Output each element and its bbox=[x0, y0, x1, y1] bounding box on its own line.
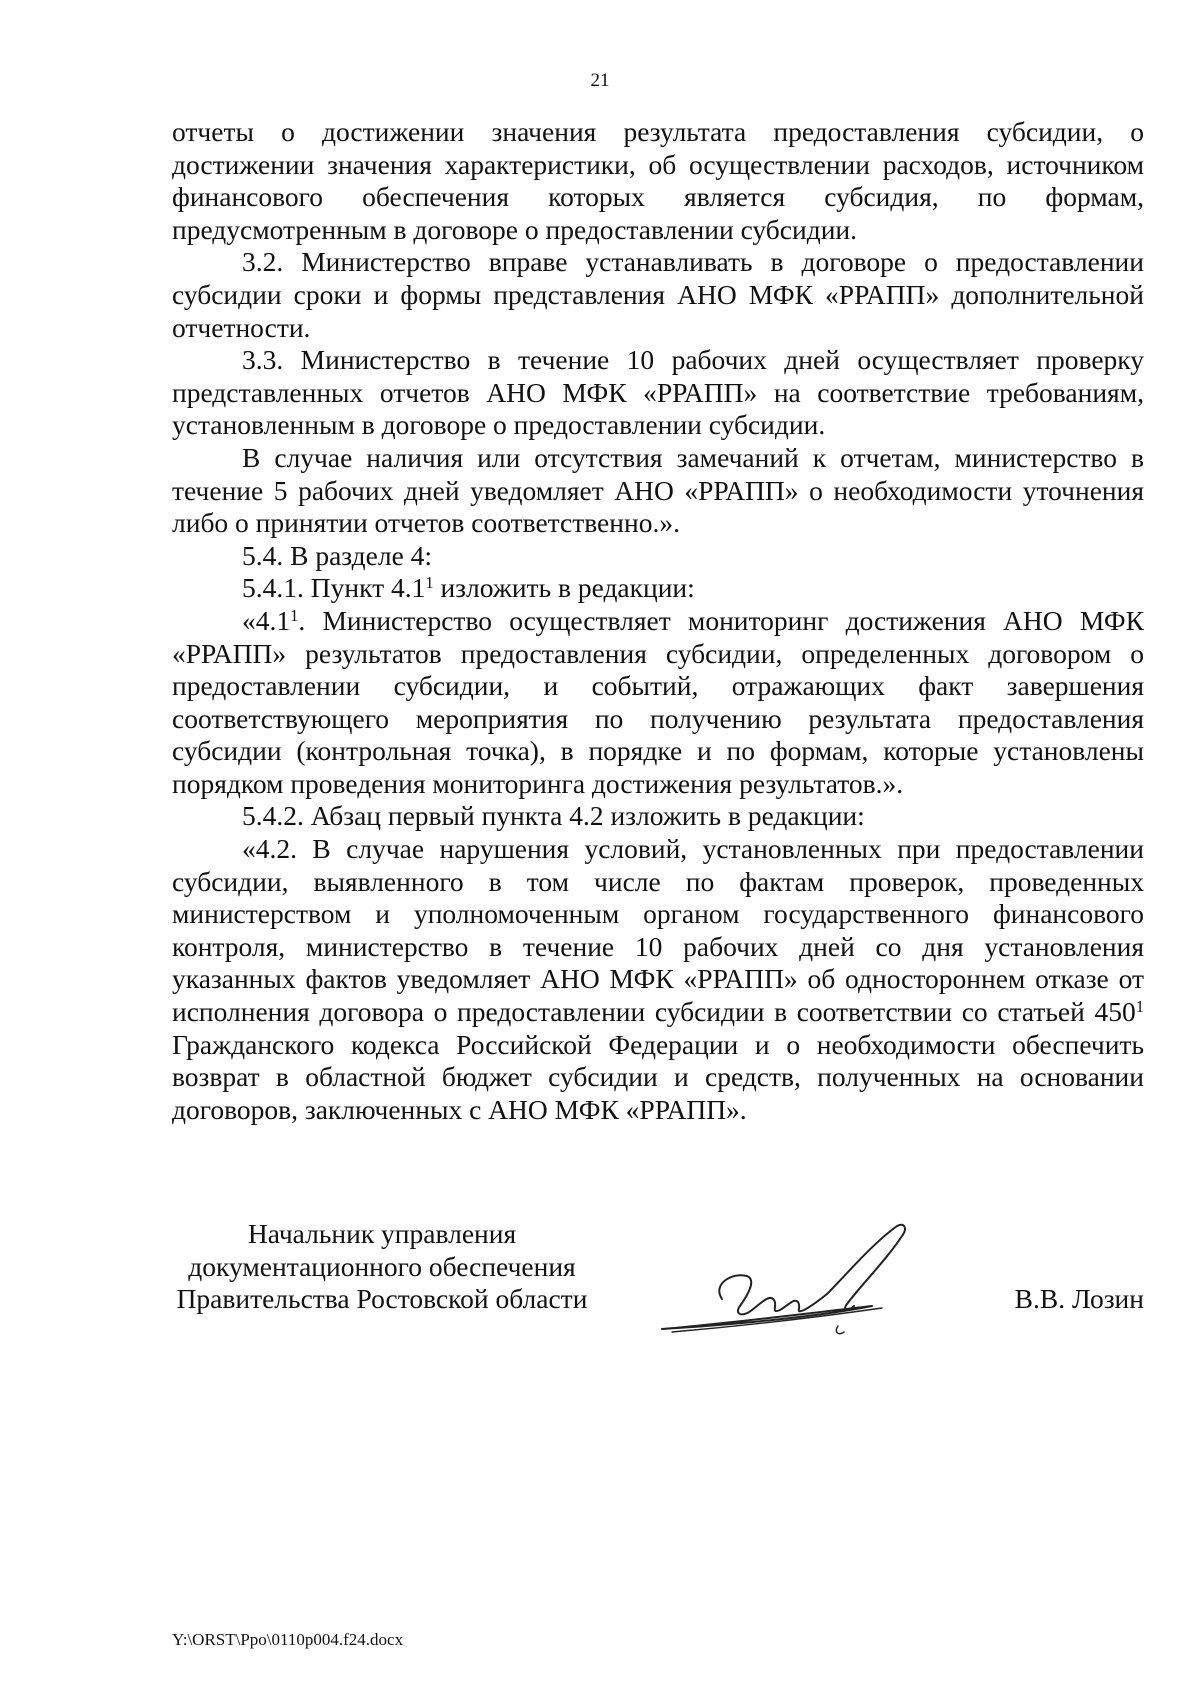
paragraph-text: Гражданского кодекса Российской Федерации и о необходимости обеспечить возврат в областной бюджет субсидии и средств, полученных на основании договоров, заключенных с АНО МФК «РРАПП». bbox=[172, 1028, 1144, 1125]
paragraph-4-2 bbox=[172, 833, 1144, 1126]
paragraph-text: «4.2. В случае нарушения условий, установленных при предоставлении субсидии, выявленного в том числе по фактам проверок, проведенных министерством и уполномоченным органом государственного финансового контроля, министерство в течение 10 рабочих дней со дня установления указанных фактов уведомляет АНО МФК «РРАПП» об одностороннем отказе от исполнения договора о предоставлении субсидии в соответствии со статьей 450 bbox=[172, 833, 1144, 1028]
paragraph-5-4-1 bbox=[172, 572, 1144, 605]
paragraph-4-1-1 bbox=[172, 605, 1144, 801]
page-number: 21 bbox=[590, 70, 610, 91]
signatory-title-line: Правительства Ростовской области bbox=[176, 1283, 588, 1315]
paragraph-3-2: 3.2. Министерство вправе устанавливать в договоре о предоставлении субсидии сроки и формы представления АНО МФК «РРАПП» дополнительной отчетности. bbox=[172, 246, 1144, 343]
document-body bbox=[172, 116, 1144, 1126]
paragraph-3-3: 3.3. Министерство в течение 10 рабочих дней осуществляет проверку представленных отчетов АНО МФК «РРАПП» на соответствие требованиям, установленным в договоре о предоставлении субсидии. bbox=[172, 344, 1144, 441]
superscript: 1 bbox=[425, 573, 434, 593]
paragraph-text: изложить в редакции: bbox=[433, 572, 695, 604]
handwritten-signature bbox=[652, 1214, 952, 1344]
signatory-title bbox=[172, 1218, 592, 1316]
paragraph-1: отчеты о достижении значения результата предоставления субсидии, о достижении значения характеристики, об осуществлении расходов, источником финансового обеспечения которых является субсидия, по формам, предусмотренным в договоре о предоставлении субсидии. bbox=[172, 116, 1144, 245]
superscript: 1 bbox=[1135, 996, 1144, 1016]
paragraph-5-4: 5.4. В разделе 4: bbox=[242, 539, 433, 571]
superscript: 1 bbox=[290, 605, 299, 625]
paragraph-text: 5.4.1. Пункт 4.1 bbox=[242, 572, 426, 604]
paragraph-text: «4.1 bbox=[242, 604, 291, 636]
paragraph-text: . Министерство осуществляет мониторинг достижения АНО МФК «РРАПП» результатов предоставления субсидии, определенных договором о предоставлении субсидии, и событий, отражающих факт завершения соответствующего мероприятия по получению результата предоставления субсидии (контрольная точка), в порядке и по формам, которые установлены порядком проведения мониторинга достижения результатов.». bbox=[172, 604, 1144, 799]
paragraph-5-4-2: 5.4.2. Абзац первый пункта 4.2 изложить в редакции: bbox=[242, 800, 865, 832]
footer-file-path: Y:\ORST\Ppo\0110p004.f24.docx bbox=[172, 1630, 404, 1649]
signature-block bbox=[172, 1218, 1144, 1348]
paragraph-remarks: В случае наличия или отсутствия замечаний к отчетам, министерство в течение 5 рабочих дней уведомляет АНО «РРАПП» о необходимости уточнения либо о принятии отчетов соответственно.». bbox=[172, 441, 1144, 539]
signatory-title-line: документационного обеспечения bbox=[188, 1250, 576, 1282]
signatory-name: В.В. Лозин bbox=[1014, 1283, 1144, 1314]
signatory-title-line: Начальник управления bbox=[247, 1218, 517, 1249]
